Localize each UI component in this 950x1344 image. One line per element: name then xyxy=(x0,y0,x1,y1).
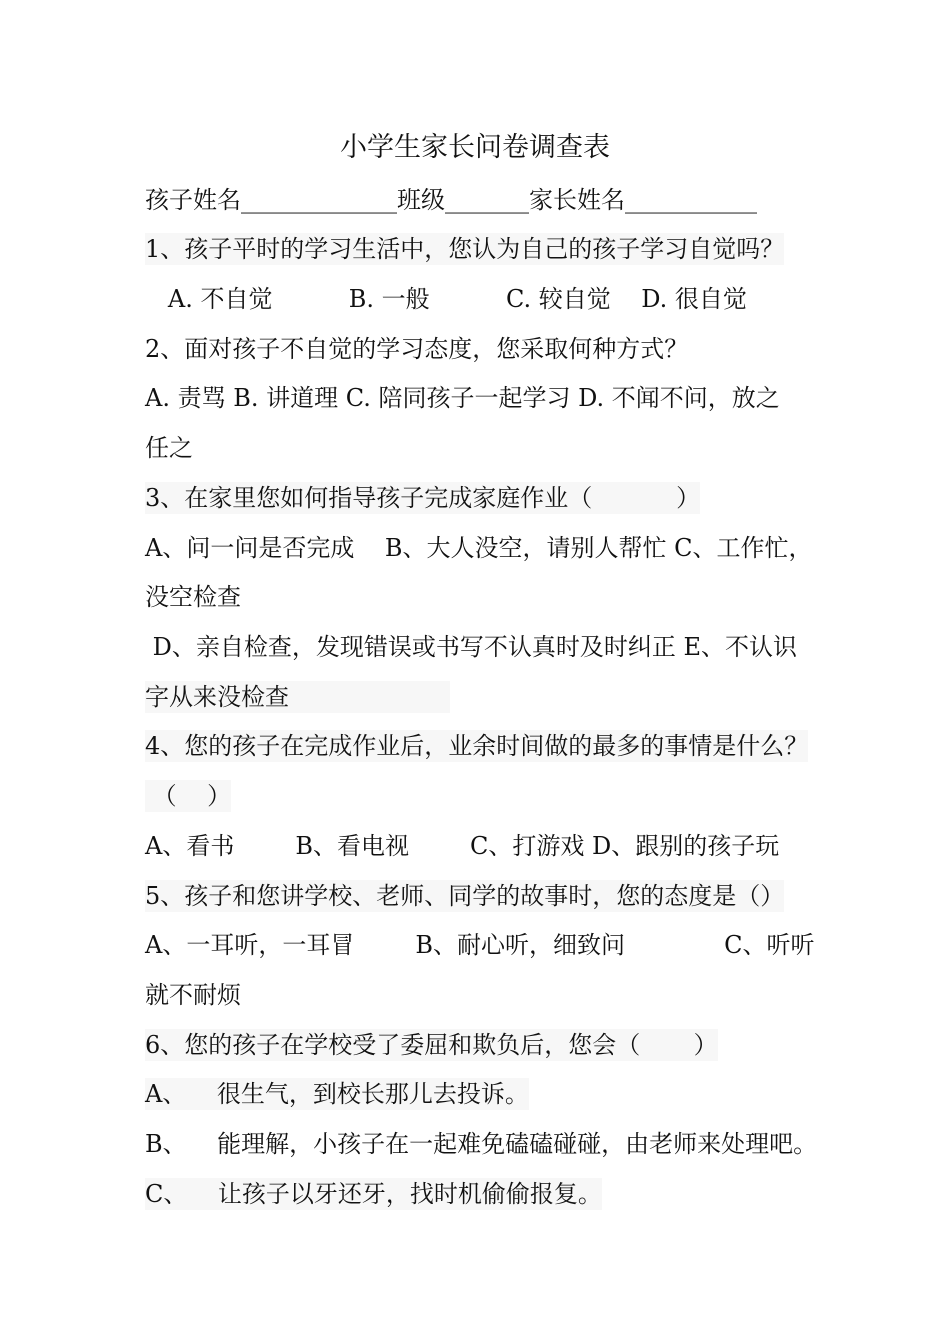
question-3-options-2: D、亲自检查，发现错误或书写不认真时及时纠正 E、不认识 xyxy=(145,633,798,661)
page-title: 小学生家长问卷调查表 xyxy=(340,132,610,163)
question-4: 4、您的孩子在完成作业后，业余时间做的最多的事情是什么？ xyxy=(145,732,809,760)
question-3-options-cont: 没空检查 xyxy=(145,583,241,611)
question-6-option-a: A、 很生气，到校长那儿去投诉。 xyxy=(145,1080,529,1108)
question-2-options: A. 责骂 B. 讲道理 C. 陪同孩子一起学习 D. 不闻不问，放之 xyxy=(145,384,780,412)
info-line: 孩子姓名_____________班级_______家长姓名___________ xyxy=(145,186,757,214)
question-1: 1、孩子平时的学习生活中，您认为自己的孩子学习自觉吗？ xyxy=(145,235,785,263)
question-1-options: A. 不自觉 B. 一般 C. 较自觉 D. 很自觉 xyxy=(145,285,747,313)
question-6-option-c: C、 让孩子以牙还牙，找时机偷偷报复。 xyxy=(145,1180,602,1208)
question-6: 6、您的孩子在学校受了委屈和欺负后，您会（ ） xyxy=(145,1031,718,1059)
question-3-options: A、问一问是否完成 B、大人没空，请别人帮忙 C、工作忙， xyxy=(145,534,813,562)
question-3-options-2-cont: 字从来没检查 xyxy=(145,681,450,713)
question-6-option-b: B、 能理解，小孩子在一起难免磕磕碰碰，由老师来处理吧。 xyxy=(145,1130,818,1158)
question-4-options: A、看书 B、看电视 C、打游戏 D、跟别的孩子玩 xyxy=(145,832,780,860)
question-3: 3、在家里您如何指导孩子完成家庭作业（ ） xyxy=(145,484,701,512)
question-5: 5、孩子和您讲学校、老师、同学的故事时，您的态度是（） xyxy=(145,882,785,910)
question-5-options-cont: 就不耐烦 xyxy=(145,981,241,1009)
question-5-options: A、一耳听，一耳冒 B、耐心听，细致问 C、听听 xyxy=(145,931,815,959)
question-2: 2、面对孩子不自觉的学习态度，您采取何种方式？ xyxy=(145,335,689,363)
question-2-options-cont: 任之 xyxy=(145,434,193,462)
question-4-blank: （ ） xyxy=(145,782,232,810)
